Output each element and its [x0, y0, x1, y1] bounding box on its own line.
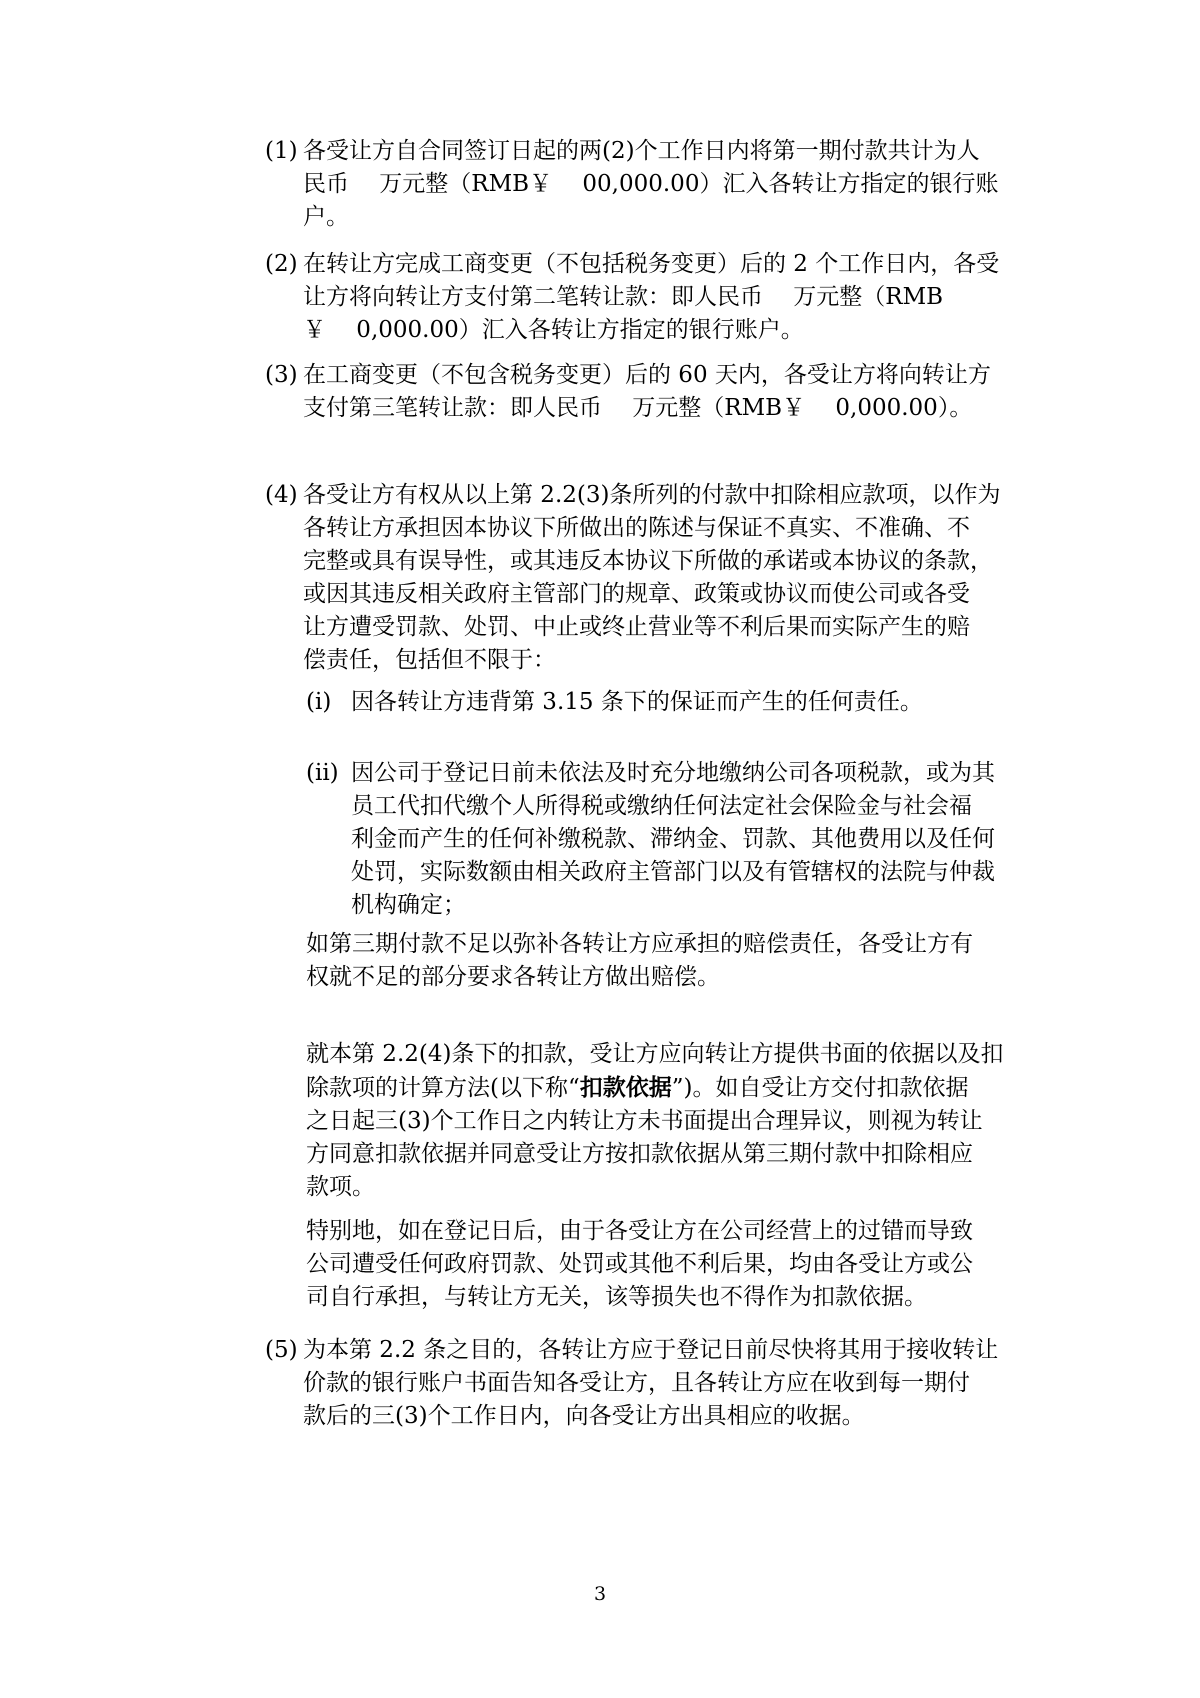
- text-line: 司自行承担，与转让方无关，该等损失也不得作为扣款依据。: [306, 1284, 927, 1310]
- text-segment: 除款项的计算方法(以下称“: [306, 1075, 580, 1101]
- text-line: 完整或具有误导性，或其违反本协议下所做的承诺或本协议的条款，: [303, 548, 993, 574]
- text-line: 偿责任，包括但不限于：: [303, 647, 556, 673]
- text-line: 利金而产生的任何补缴税款、滞纳金、罚款、其他费用以及任何: [351, 826, 995, 852]
- subclause-item-i: [306, 686, 1020, 719]
- text-line: 之日起三(3)个工作日之内转让方未书面提出合理异议，则视为转让: [306, 1108, 983, 1134]
- clause-marker: (3): [265, 362, 298, 388]
- text-segment: ”)。如自受让方交付扣款依据: [671, 1075, 969, 1101]
- subclause-marker: (i): [306, 689, 332, 715]
- clause-marker: (5): [265, 1337, 298, 1363]
- clause-text: [303, 479, 1020, 677]
- text-line: 款项。: [306, 1174, 375, 1200]
- subclause-text: [351, 686, 1020, 719]
- paragraph-compensation: [306, 928, 1020, 994]
- text-line: 让方遭受罚款、处罚、中止或终止营业等不利后果而实际产生的赔: [303, 614, 970, 640]
- paragraph-special-case: [306, 1215, 1020, 1314]
- clause-marker: (1): [265, 138, 298, 164]
- text-line: 方同意扣款依据并同意受让方按扣款依据从第三期付款中扣除相应: [306, 1141, 973, 1167]
- paragraph-deduction-basis: [306, 1038, 1020, 1204]
- text-line: 支付第三笔转让款：即人民币 万元整（RMB￥ 0,000.00）。: [303, 395, 973, 421]
- subclause-marker: (ii): [306, 760, 339, 786]
- clause-text: [303, 135, 1020, 234]
- text-line: 处罚，实际数额由相关政府主管部门以及有管辖权的法院与仲裁: [351, 859, 995, 885]
- text-line: 因各转让方违背第 3.15 条下的保证而产生的任何责任。: [351, 689, 923, 715]
- text-line: 机构确定；: [351, 892, 466, 918]
- page-number: 3: [593, 1583, 607, 1605]
- clause-item-5: [265, 1334, 1020, 1433]
- clause-text: [303, 248, 1020, 347]
- text-line: 因公司于登记日前未依法及时充分地缴纳公司各项税款，或为其: [351, 760, 995, 786]
- clause-item-2: [265, 248, 1020, 347]
- text-line: 让方将向转让方支付第二笔转让款：即人民币 万元整（RMB: [303, 284, 944, 310]
- clause-marker: (4): [265, 482, 298, 508]
- text-line: 或因其违反相关政府主管部门的规章、政策或协议而使公司或各受: [303, 581, 970, 607]
- text-line: 各转让方承担因本协议下所做出的陈述与保证不真实、不准确、不: [303, 515, 970, 541]
- text-line: 在转让方完成工商变更（不包括税务变更）后的 2 个工作日内，各受: [303, 251, 1000, 277]
- text-line: 在工商变更（不包含税务变更）后的 60 天内，各受让方将向转让方: [303, 362, 991, 388]
- text-line: ￥ 0,000.00）汇入各转让方指定的银行账户。: [303, 317, 804, 343]
- clause-item-3: [265, 359, 1020, 425]
- text-line: [306, 1071, 1020, 1105]
- clause-text: [303, 1334, 1020, 1433]
- text-line: 员工代扣代缴个人所得税或缴纳任何法定社会保险金与社会福: [351, 793, 972, 819]
- subclause-text: [351, 757, 1020, 922]
- text-line: 各受让方有权从以上第 2.2(3)条所列的付款中扣除相应款项，以作为: [303, 482, 1001, 508]
- text-line: 权就不足的部分要求各转让方做出赔偿。: [306, 964, 720, 990]
- text-line: 为本第 2.2 条之目的，各转让方应于登记日前尽快将其用于接收转让: [303, 1337, 999, 1363]
- text-line: 款后的三(3)个工作日内，向各受让方出具相应的收据。: [303, 1403, 865, 1429]
- text-line: 价款的银行账户书面告知各受让方，且各转让方应在收到每一期付: [303, 1370, 970, 1396]
- defined-term: 扣款依据: [579, 1074, 672, 1101]
- clause-item-1: [265, 135, 1020, 234]
- text-line: 各受让方自合同签订日起的两(2)个工作日内将第一期付款共计为人: [303, 138, 980, 164]
- text-line: 如第三期付款不足以弥补各转让方应承担的赔偿责任，各受让方有: [306, 931, 973, 957]
- text-line: 户。: [303, 204, 349, 230]
- subclause-item-ii: [306, 757, 1020, 922]
- clause-text: [303, 359, 1020, 425]
- text-line: 公司遭受任何政府罚款、处罚或其他不利后果，均由各受让方或公: [306, 1251, 973, 1277]
- text-line: 特别地，如在登记日后，由于各受让方在公司经营上的过错而导致: [306, 1218, 973, 1244]
- clause-marker: (2): [265, 251, 298, 277]
- text-line: 民币 万元整（RMB￥ 00,000.00）汇入各转让方指定的银行账: [303, 171, 999, 197]
- clause-item-4: [265, 479, 1020, 677]
- text-line: 就本第 2.2(4)条下的扣款，受让方应向转让方提供书面的依据以及扣: [306, 1041, 1004, 1067]
